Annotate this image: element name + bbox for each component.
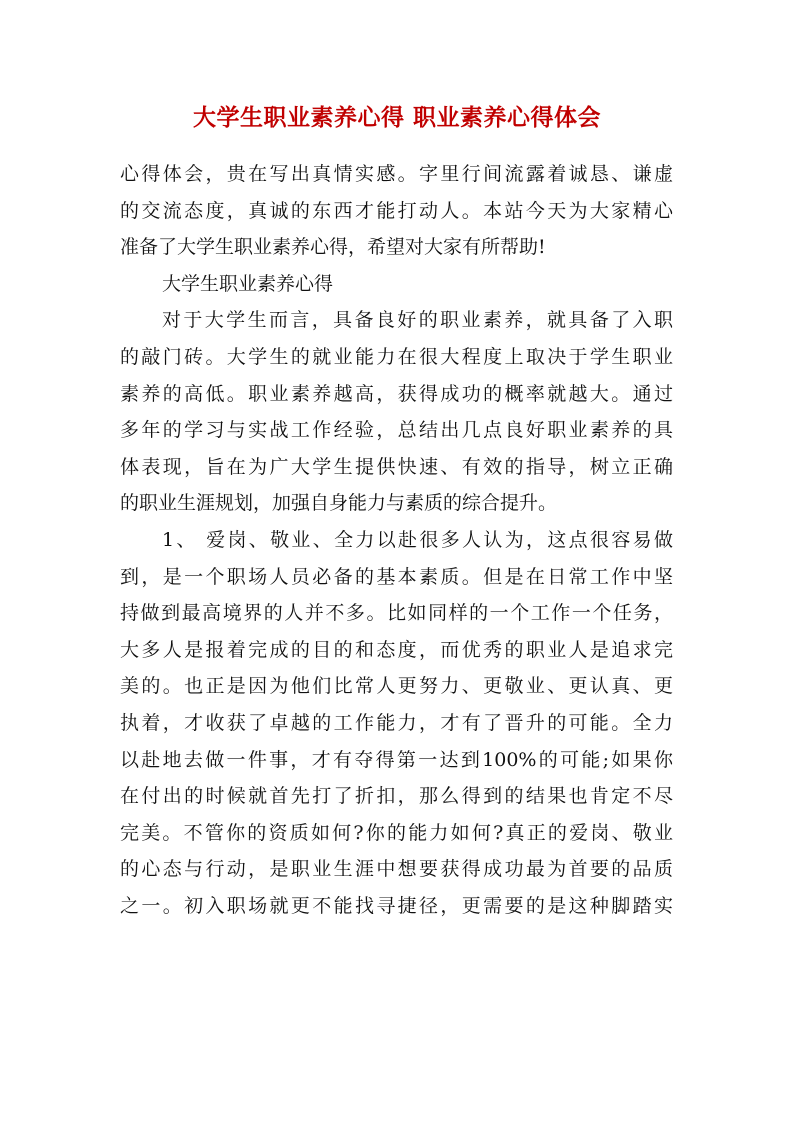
body-line: 持做到最高境界的人并不多。比如同样的一个工作一个任务， [120, 602, 673, 625]
body-line: 素养的高低。职业素养越高，获得成功的概率就越大。通过 [120, 382, 673, 405]
body-line: 体表现，旨在为广大学生提供快速、有效的指导，树立正确 [120, 455, 673, 478]
body-line: 在付出的时候就首先打了折扣，那么得到的结果也肯定不尽 [120, 785, 673, 808]
body-line: 执着，才收获了卓越的工作能力，才有了晋升的可能。全力 [120, 711, 673, 734]
body-line: 完美。不管你的资质如何?你的能力如何?真正的爱岗、敬业 [120, 821, 673, 844]
body-line: 到，是一个职场人员必备的基本素质。但是在日常工作中坚 [120, 565, 673, 588]
body-line: 1、 爱岗、敬业、全力以赴很多人认为，这点很容易做 [162, 528, 673, 551]
body-line: 的心态与行动，是职业生涯中想要获得成功最为首要的品质 [120, 858, 673, 881]
body-line: 对于大学生而言，具备良好的职业素养，就具备了入职 [162, 309, 673, 332]
body-line: 心得体会，贵在写出真情实感。字里行间流露着诚恳、谦虚 [120, 163, 673, 185]
body-line: 的职业生涯规划，加强自身能力与素质的综合提升。 [120, 492, 558, 515]
body-line: 之一。初入职场就更不能找寻捷径，更需要的是这种脚踏实 [120, 894, 673, 917]
section-heading: 大学生职业素养心得 [162, 272, 334, 295]
document-title: 大学生职业素养心得 职业素养心得体会 [192, 104, 601, 131]
body-line: 的敲门砖。大学生的就业能力在很大程度上取决于学生职业 [120, 345, 673, 368]
body-line: 的交流态度，真诚的东西才能打动人。本站今天为大家精心 [120, 199, 673, 222]
body-line: 准备了大学生职业素养心得，希望对大家有所帮助! [120, 236, 546, 259]
body-line: 多年的学习与实战工作经验，总结出几点良好职业素养的具 [120, 419, 673, 442]
body-line: 以赴地去做一件事，才有夺得第一达到100%的可能;如果你 [120, 748, 673, 771]
document-body [120, 156, 673, 924]
body-line: 美的。也正是因为他们比常人更努力、更敬业、更认真、更 [120, 675, 673, 698]
body-line: 大多人是报着完成的目的和态度，而优秀的职业人是追求完 [120, 638, 673, 661]
